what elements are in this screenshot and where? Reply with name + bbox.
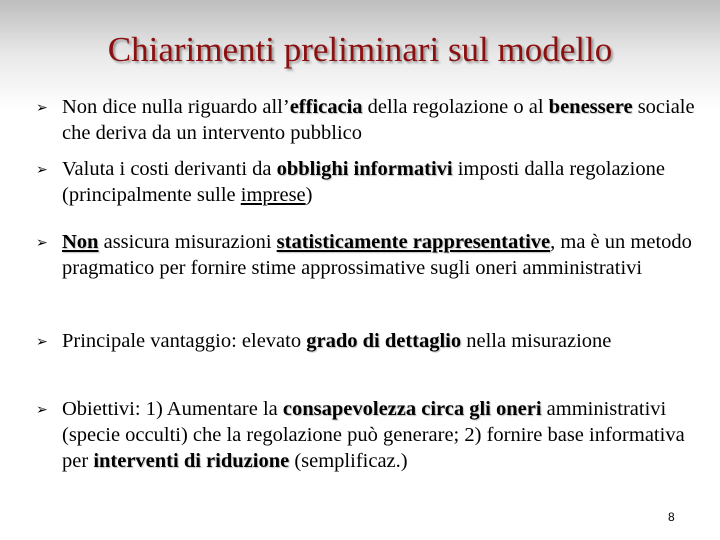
bullet-item bbox=[36, 156, 706, 229]
arrow-bullet-icon: ➢ bbox=[36, 403, 48, 418]
bullet-item bbox=[36, 229, 706, 328]
bullet-item bbox=[36, 328, 706, 396]
bullet-text: Valuta i costi derivanti da obblighi informativi imposti dalla regolazione (principalmente sulle imprese) bbox=[62, 158, 665, 206]
arrow-bullet-icon: ➢ bbox=[36, 236, 48, 251]
bullet-item bbox=[36, 94, 706, 156]
page-number: 8 bbox=[668, 510, 675, 524]
bullet-text: Obiettivi: 1) Aumentare la consapevolezza circa gli oneri amministrativi (specie occulti) che la regolazione può generare; 2) fornire base informativa per interventi di riduzione (semplificaz.) bbox=[62, 398, 685, 472]
bullet-item bbox=[36, 396, 706, 474]
bullet-text: Non assicura misurazioni statisticamente rappresentative, ma è un metodo pragmatico per fornire stime approssimative sugli oneri amministrativi bbox=[62, 231, 692, 279]
arrow-bullet-icon: ➢ bbox=[36, 335, 48, 350]
arrow-bullet-icon: ➢ bbox=[36, 101, 48, 116]
arrow-bullet-icon: ➢ bbox=[36, 163, 48, 178]
bullet-text: Principale vantaggio: elevato grado di dettaglio nella misurazione bbox=[62, 330, 612, 352]
slide-title: Chiarimenti preliminari sul modello bbox=[107, 30, 613, 69]
bullet-list bbox=[36, 94, 706, 474]
bullet-text: Non dice nulla riguardo all’efficacia della regolazione o al benessere sociale che deriva da un intervento pubblico bbox=[62, 96, 695, 144]
